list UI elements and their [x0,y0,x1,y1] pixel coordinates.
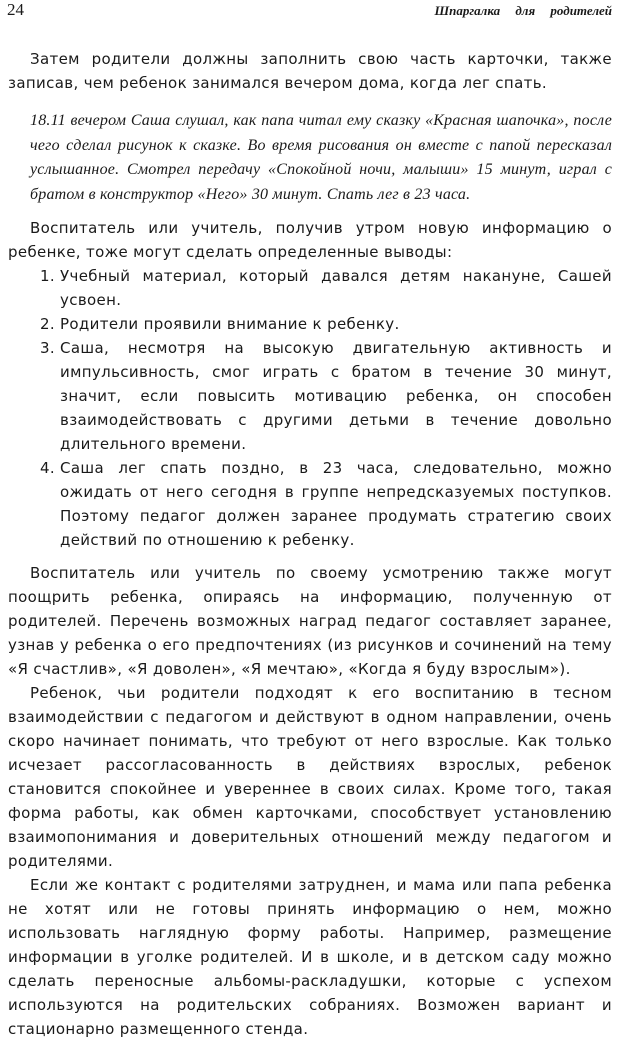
list-item [8,264,612,312]
list-item-number: 4. [40,459,56,477]
cooperation-paragraph: Ребенок, чьи родители подходят к его воспитанию в тесном взаимодействии с педагогом и действуют в одном направлении, очень скоро начинает понимать, что требуют от него взрослые. Как только исчезает рассогласованность в действиях взрослых, ребенок становится спокойнее и увереннее в своих силах. Кроме того, такая форма работы, как обмен карточками, способствует установлению взаимопонимания и доверительных отношений между педагогом и родителями. [8,684,612,870]
conclusions-list [8,264,612,552]
list-item-text: Саша, несмотря на высокую двигательную активность и импульсивность, смог играть с братом в течение 30 минут, значит, если повысить мотивацию ребенка, он способен взаимодействовать с другими детьми в течение довольно длительного времени. [60,339,612,453]
conclusions-lead-paragraph: Воспитатель или учитель, получив утром новую информацию о ребенке, тоже могут сделать определенные выводы: [8,219,612,261]
visual-info-paragraph: Если же контакт с родителями затруднен, и мама или папа ребенка не хотят или не готовы принять информацию о нем, можно использовать наглядную форму работы. Например, размещение информации в уголке родителей. И в школе, и в детском саду можно сделать переносные альбомы-раскладушки, которые с успехом используются на родительских собраниях. Возможен вариант и стационарно размещенного стенда. [8,876,612,1038]
list-item-text: Учебный материал, который давался детям накануне, Сашей усвоен. [60,267,612,309]
example-entry: 18.11 вечером Саша слушал, как папа читал ему сказку «Красная шапочка», после чего сделал рисунок к сказке. Во время рисования он вместе с папой пересказал услышанное. Смотрел передачу «Спокойной ночи, малыши» 15 минут, играл с братом в конструктор «Него» 30 минут. Спать лег в 23 часа. [30,112,612,203]
list-item [8,312,612,336]
list-item [8,456,612,552]
page-number: 24 [7,0,24,19]
intro-paragraph: Затем родители должны заполнить свою часть карточки, также записав, чем ребенок занимался вечером дома, когда лег спать. [8,50,612,92]
list-item-number: 2. [40,315,56,333]
list-item-text: Родители проявили внимание к ребенку. [60,315,400,333]
list-item-number: 1. [40,267,56,285]
list-item-text: Саша лег спать поздно, в 23 часа, следовательно, можно ожидать от него сегодня в группе непредсказуемых поступков. Поэтому педагог должен заранее продумать стратегию своих действий по отношению к ребенку. [60,459,612,549]
list-item [8,336,612,456]
running-head: Шпаргалка для родителей [434,3,612,18]
rewards-paragraph: Воспитатель или учитель по своему усмотрению также могут поощрить ребенка, опираясь на информацию, полученную от родителей. Перечень возможных наград педагог составляет заранее, узнав у ребенка о его предпочтениях (из рисунков и сочинений на тему «Я счастлив», «Я доволен», «Я мечтаю», «Когда я буду взрослым»). [8,564,612,678]
page-body [8,47,612,1041]
list-item-number: 3. [40,339,56,357]
